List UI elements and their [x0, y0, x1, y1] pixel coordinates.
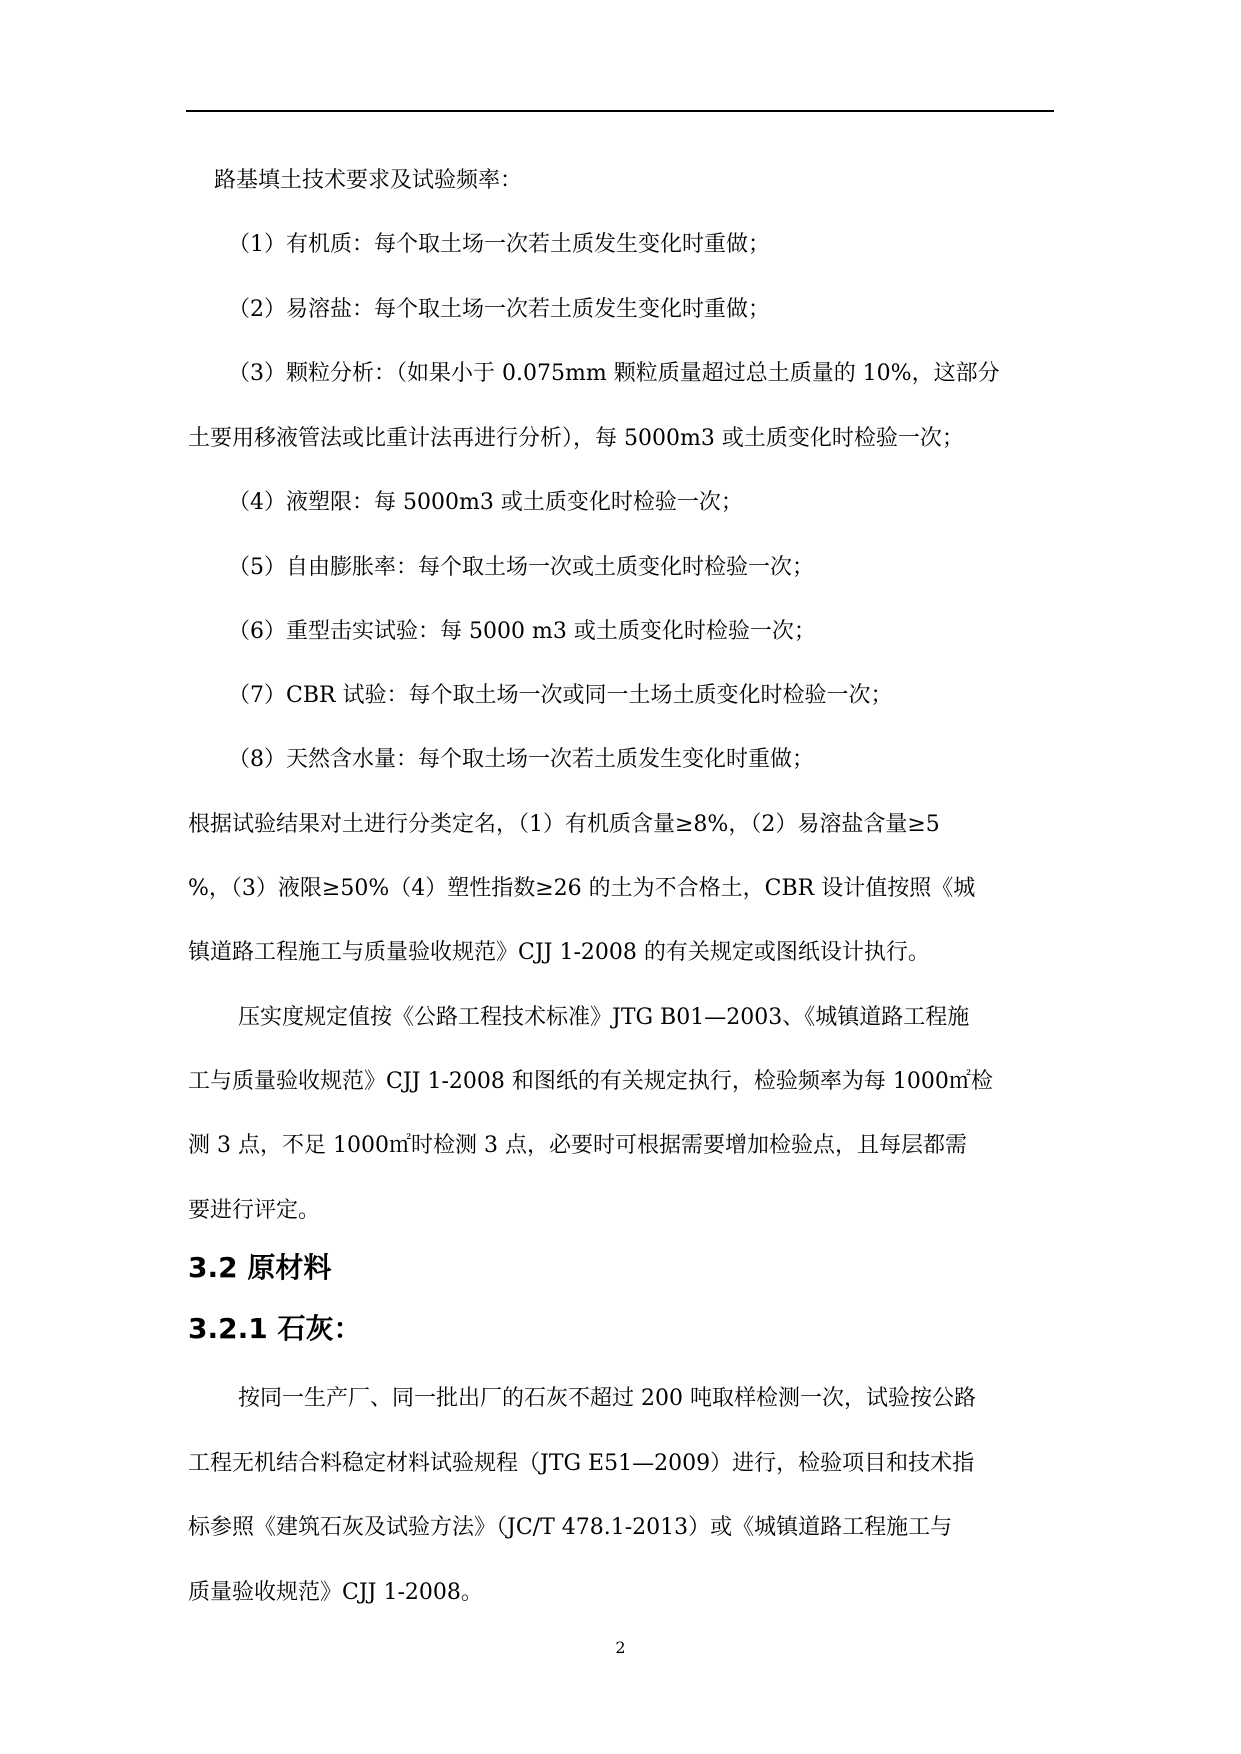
requirement-organic: （1）有机质：每个取土场一次若土质发生变化时重做；: [228, 232, 770, 257]
lime-line-3: 标参照《建筑石灰及试验方法》（JC/T 478.1-2013）或《城镇道路工程施工与: [188, 1515, 953, 1540]
requirement-free-swell: （5）自由膨胀率：每个取土场一次或土质变化时检验一次；: [228, 555, 814, 580]
subsection-heading-lime: 3.2.1 石灰：: [188, 1312, 362, 1345]
classification-line-3: 镇道路工程施工与质量验收规范》CJJ 1-2008 的有关规定或图纸设计执行。: [188, 940, 930, 965]
lime-line-1: 按同一生产厂、同一批出厂的石灰不超过 200 吨取样检测一次，试验按公路: [238, 1386, 976, 1411]
lime-line-4: 质量验收规范》CJJ 1-2008。: [188, 1580, 483, 1605]
header-rule: [186, 110, 1054, 112]
classification-line-2: %，（3）液限≥50%（4）塑性指数≥26 的土为不合格土，CBR 设计值按照《城: [188, 876, 976, 901]
intro-line: 路基填土技术要求及试验频率：: [214, 168, 523, 193]
requirement-soluble-salt: （2）易溶盐：每个取土场一次若土质发生变化时重做；: [228, 297, 770, 322]
compaction-line-3: 测 3 点，不足 1000㎡时检测 3 点，必要时可根据需要增加检验点，且每层都需: [188, 1133, 967, 1158]
requirement-liquid-plastic-limit: （4）液塑限：每 5000m3 或土质变化时检验一次；: [228, 490, 743, 515]
lime-line-2: 工程无机结合料稳定材料试验规程（JTG E51—2009）进行，检验项目和技术指: [188, 1451, 975, 1476]
compaction-line-1: 压实度规定值按《公路工程技术标准》JTG B01—2003、《城镇道路工程施: [238, 1005, 970, 1030]
compaction-line-4: 要进行评定。: [188, 1198, 321, 1223]
requirement-moisture-content: （8）天然含水量：每个取土场一次若土质发生变化时重做；: [228, 747, 814, 772]
classification-line-1: 根据试验结果对土进行分类定名，（1）有机质含量≥8%，（2）易溶盐含量≥5: [188, 812, 940, 837]
requirement-particle-analysis: （3）颗粒分析：（如果小于 0.075mm 颗粒质量超过总土质量的 10%，这部分: [228, 361, 1000, 386]
requirement-compaction-test: （6）重型击实试验：每 5000 m3 或土质变化时检验一次；: [228, 619, 816, 644]
page-number: 2: [615, 1638, 626, 1657]
requirement-particle-analysis-cont: 土要用移液管法或比重计法再进行分析），每 5000m3 或土质变化时检验一次；: [188, 426, 964, 451]
requirement-cbr-test: （7）CBR 试验：每个取土场一次或同一土场土质变化时检验一次；: [228, 683, 893, 708]
section-heading-raw-materials: 3.2 原材料: [188, 1251, 332, 1284]
compaction-line-2: 工与质量验收规范》CJJ 1-2008 和图纸的有关规定执行，检验频率为每 1000㎡检: [188, 1069, 993, 1094]
